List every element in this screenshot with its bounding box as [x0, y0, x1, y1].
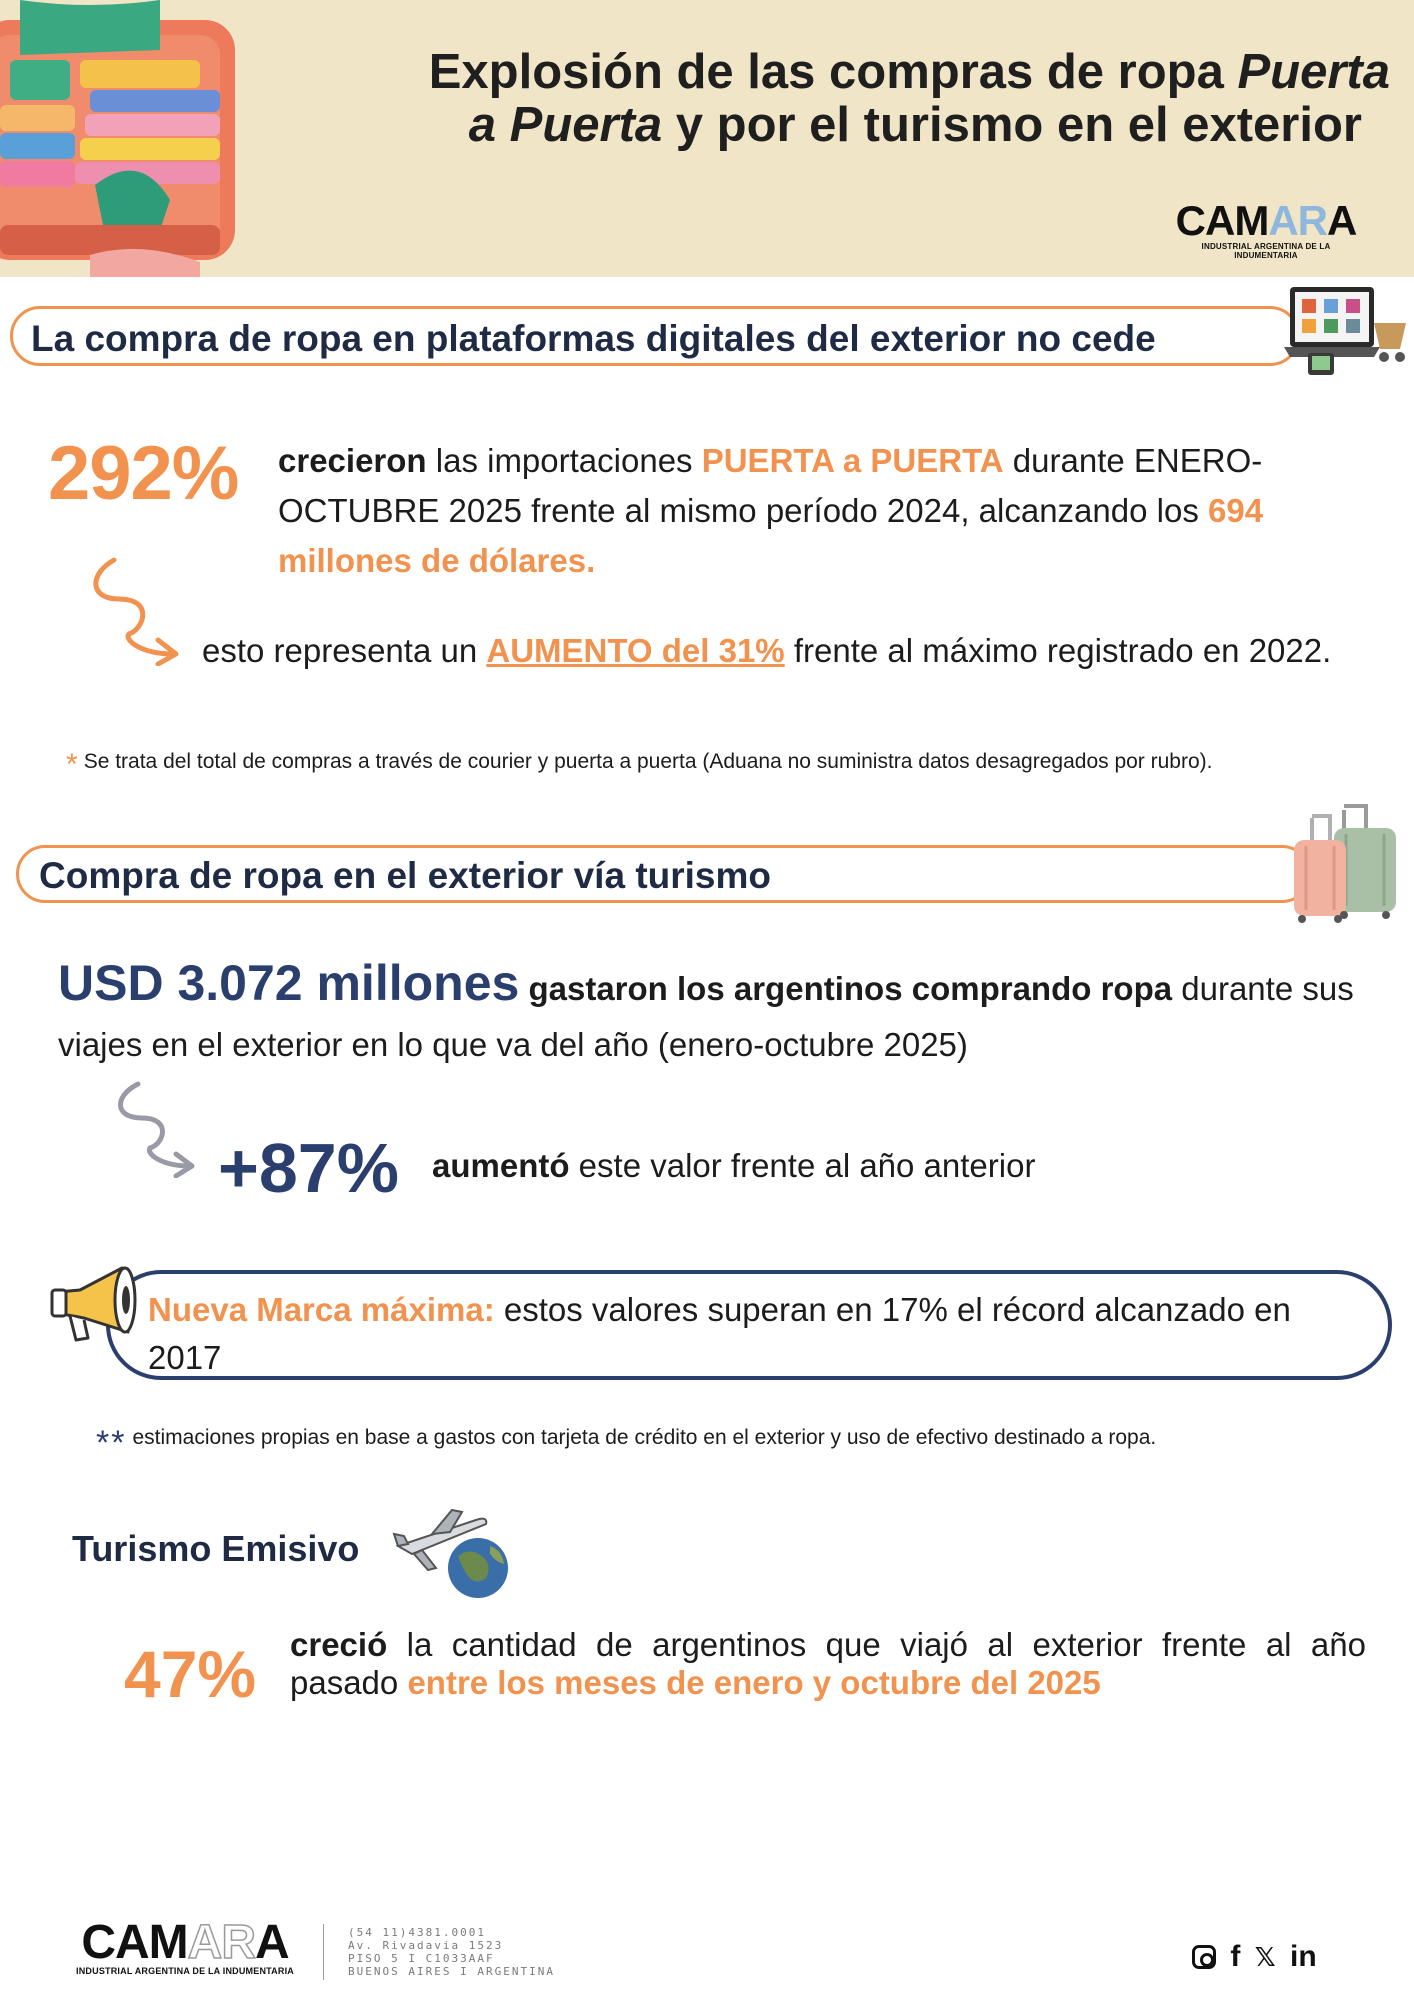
curly-arrow-icon	[110, 1078, 200, 1178]
banner-text: La compra de ropa en plataformas digitales del exterior no cede	[31, 318, 1156, 359]
paragraph-aumento-87	[432, 1147, 1035, 1185]
record-text: estos valores superan en 17% el récord alcanzado en 2017	[148, 1291, 1291, 1376]
p1-highlight-2: 694 millones de dólares.	[278, 492, 1264, 579]
linkedin-icon[interactable]: in	[1289, 1940, 1317, 1973]
stat-292-percent: 292%	[48, 431, 239, 516]
paragraph-aumento	[202, 627, 1352, 675]
usd-bold: gastaron los argentinos comprando ropa	[519, 970, 1173, 1007]
banner-text: Compra de ropa en el exterior vía turismo	[39, 855, 771, 896]
footer-contact	[348, 1926, 555, 1978]
asterisk-mark: *	[66, 748, 78, 781]
plane-globe-icon	[392, 1506, 510, 1600]
double-asterisk-mark: **	[96, 1424, 127, 1462]
title-text-2: y por el turismo en el exterior	[662, 98, 1362, 152]
x-icon[interactable]: 𝕏	[1254, 1943, 1276, 1973]
paragraph-turismo-emisivo	[290, 1626, 1366, 1702]
p1-text-b: durante ENERO-OCTUBRE 2025 frente al mismo período 2024, alcanzando los	[278, 442, 1263, 529]
p2-text-b: frente al máximo registrado en 2022.	[784, 632, 1332, 669]
turismo-emisivo-title: Turismo Emisivo	[72, 1528, 360, 1569]
clothes-suitcase-icon	[0, 0, 250, 277]
footer-address-line-2: PISO 5 I C1033AAF	[348, 1952, 495, 1965]
page-title	[360, 46, 1390, 152]
logo-part-end: A	[254, 1916, 289, 1969]
p1-text-a: las importaciones	[426, 442, 702, 479]
record-label: Nueva Marca máxima:	[148, 1291, 495, 1328]
p1-highlight: PUERTA a PUERTA	[701, 442, 1004, 479]
footer-logo-subtitle: INDUSTRIAL ARGENTINA DE LA INDUMENTARIA	[76, 1966, 294, 1976]
title-line-2	[360, 99, 1390, 152]
instagram-icon[interactable]	[1192, 1945, 1216, 1969]
laptop-shop-icon	[1284, 283, 1410, 379]
p1-bold: crecieron	[278, 442, 427, 479]
footer-phone: (54 11)4381.0001	[348, 1926, 486, 1939]
logo-part-outline: AR	[187, 1916, 255, 1969]
curly-arrow-icon	[84, 554, 184, 666]
logo-part-accent: AR	[1268, 197, 1327, 244]
logo-part: CAM	[81, 1916, 188, 1969]
stat-47-percent: 47%	[124, 1637, 257, 1711]
p2-highlight: AUMENTO del 31%	[486, 632, 785, 669]
footnote-text: Se trata del total de compras a través de courier y puerta a puerta (Aduana no suministra datos desagregados por rubro).	[83, 750, 1213, 773]
section-banner-turismo	[16, 845, 1311, 903]
footer-logo-wordmark	[70, 1916, 300, 1969]
stat-87-percent: +87%	[218, 1129, 399, 1207]
footnote-text: estimaciones propias en base a gastos con tarjeta de crédito en el exterior y uso de efectivo destinado a ropa.	[132, 1426, 1157, 1449]
camara-logo	[1171, 197, 1361, 260]
logo-wordmark	[1171, 197, 1361, 244]
stat-usd-millones: USD 3.072 millones	[58, 955, 520, 1011]
logo-part-end: A	[1326, 197, 1357, 244]
section-banner-digital	[10, 306, 1300, 366]
p2-text-a: esto representa un	[202, 632, 487, 669]
footnote-estimaciones	[96, 1424, 1156, 1463]
p87-text: este valor frente al año anterior	[569, 1147, 1036, 1184]
usd-text: durante sus viajes en el exterior en lo que va del año (enero-octubre 2025)	[58, 970, 1354, 1063]
facebook-icon[interactable]: f	[1230, 1940, 1241, 1973]
paragraph-puerta-a-puerta	[278, 436, 1348, 586]
social-links	[1192, 1940, 1323, 1974]
footer-divider	[323, 1924, 324, 1980]
title-italic-2: a Puerta	[468, 98, 663, 152]
megaphone-icon	[50, 1262, 142, 1344]
record-callout	[106, 1270, 1392, 1380]
footer-address-line-3: BUENOS AIRES I ARGENTINA	[348, 1965, 555, 1978]
footer-address-line-1: Av. Rivadavia 1523	[348, 1939, 504, 1952]
logo-part: CAM	[1175, 197, 1269, 244]
title-text: Explosión de las compras de ropa	[428, 45, 1238, 99]
p87-bold: aumentó	[432, 1147, 570, 1184]
p47-bold: creció	[290, 1626, 388, 1663]
luggage-icon	[1290, 800, 1402, 924]
footnote-courier	[66, 748, 1213, 782]
p47-highlight: entre los meses de enero y octubre del 2025	[407, 1664, 1101, 1701]
logo-subtitle: INDUSTRIAL ARGENTINA DE LA INDUMENTARIA	[1201, 242, 1331, 260]
p47-text: la cantidad de argentinos que viajó al exterior frente al año pasado	[290, 1626, 1366, 1701]
title-italic: Puerta	[1237, 45, 1390, 99]
footer-camara-logo	[70, 1916, 300, 1976]
paragraph-usd-turismo	[58, 955, 1398, 1073]
